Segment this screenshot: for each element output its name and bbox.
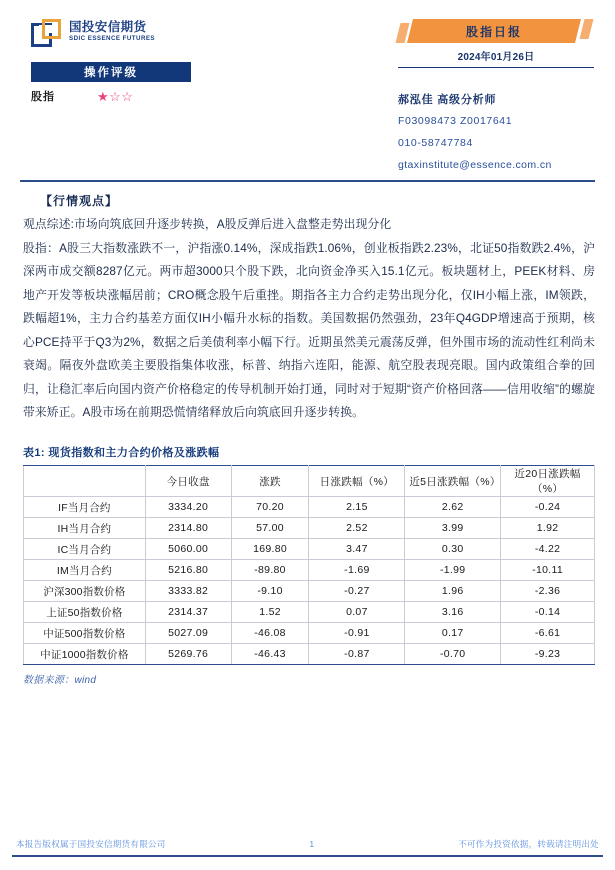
footer-copyright: 本报告版权属于国投安信期货有限公司 [16, 839, 166, 849]
cell-change: 169.80 [231, 539, 309, 560]
cell-pct-20d: -2.36 [501, 581, 595, 602]
table-header-close: 今日收盘 [145, 466, 231, 497]
cell-close: 5027.09 [145, 623, 231, 644]
footer-page-number: 1 [309, 839, 315, 849]
star-rating-icon: ★☆☆ [97, 88, 134, 104]
cell-change: 57.00 [231, 518, 309, 539]
cell-pct-5d: 2.62 [405, 497, 501, 518]
cell-pct-1d: -1.69 [309, 560, 405, 581]
rating-row [31, 88, 133, 104]
index-price-table [23, 465, 595, 665]
cell-pct-20d: -4.22 [501, 539, 595, 560]
cell-pct-5d: -1.99 [405, 560, 501, 581]
cell-pct-20d: 1.92 [501, 518, 595, 539]
footer-disclaimer: 不可作为投资依据，转载请注明出处 [458, 839, 599, 849]
table-row [24, 581, 595, 602]
cell-pct-20d: -0.14 [501, 602, 595, 623]
cell-pct-5d: 0.17 [405, 623, 501, 644]
cell-pct-20d: -9.23 [501, 644, 595, 665]
data-source-note: 数据来源：wind [23, 675, 97, 686]
cell-change: -46.43 [231, 644, 309, 665]
cell-change: -46.08 [231, 623, 309, 644]
cell-pct-5d: -0.70 [405, 644, 501, 665]
cell-pct-5d: 1.96 [405, 581, 501, 602]
cell-pct-1d: 2.15 [309, 497, 405, 518]
cell-change: 70.20 [231, 497, 309, 518]
paragraph-summary: 观点综述:市场向筑底回升逐步转换，A股反弹后进入盘整走势出现分化 [23, 217, 392, 231]
cell-pct-1d: 3.47 [309, 539, 405, 560]
logo-square-shape [42, 19, 61, 39]
cell-close: 2314.37 [145, 602, 231, 623]
row-label: IH当月合约 [24, 518, 146, 539]
company-logo [31, 19, 155, 49]
market-view-text [23, 213, 595, 425]
table-row [24, 602, 595, 623]
page-header [0, 0, 615, 178]
row-label: IF当月合约 [24, 497, 146, 518]
cell-close: 5216.80 [145, 560, 231, 581]
table-row [24, 560, 595, 581]
cell-pct-1d: 2.52 [309, 518, 405, 539]
cell-pct-1d: 0.07 [309, 602, 405, 623]
table-header-change: 涨跌 [231, 466, 309, 497]
cell-change: -89.80 [231, 560, 309, 581]
page-footer [16, 838, 599, 850]
cell-pct-1d: -0.27 [309, 581, 405, 602]
cell-close: 3333.82 [145, 581, 231, 602]
row-label: IC当月合约 [24, 539, 146, 560]
analyst-certificate: F03098473 Z0017641 [398, 115, 513, 127]
cell-pct-5d: 0.30 [405, 539, 501, 560]
operation-rating-banner: 操作评级 [31, 62, 191, 82]
report-date: 2024年01月26日 [398, 48, 594, 68]
rating-item-label: 股指 [31, 91, 55, 103]
table-header-pct-1d: 日涨跌幅（%） [309, 466, 405, 497]
company-name-en: SDIC ESSENCE FUTURES [69, 35, 156, 42]
table-row [24, 539, 595, 560]
header-divider [20, 180, 595, 182]
cell-close: 2314.80 [145, 518, 231, 539]
logo-text [69, 19, 155, 43]
cell-pct-20d: -6.61 [501, 623, 595, 644]
row-label: 中证500指数价格 [24, 623, 146, 644]
row-label: 沪深300指数价格 [24, 581, 146, 602]
analyst-name: 郝泓佳 高级分析师 [398, 94, 497, 106]
cell-pct-20d: -0.24 [501, 497, 595, 518]
banner-right-accent [580, 19, 594, 39]
table-row [24, 644, 595, 665]
cell-change: 1.52 [231, 602, 309, 623]
table-row [24, 623, 595, 644]
table-header-pct-5d: 近5日涨跌幅（%） [405, 466, 501, 497]
table-header-corner [24, 466, 146, 497]
table-row [24, 497, 595, 518]
table-caption: 表1: 现货指数和主力合约价格及涨跌幅 [23, 447, 220, 459]
analyst-phone: 010-58747784 [398, 137, 473, 149]
cell-close: 5269.76 [145, 644, 231, 665]
report-title: 股指日报 [465, 24, 522, 39]
table-header-pct-20d: 近20日涨跌幅（%） [501, 466, 595, 497]
analyst-email: gtaxinstitute@essence.com.cn [398, 159, 552, 171]
cell-pct-1d: -0.87 [309, 644, 405, 665]
paragraph-detail: 股指：A股三大指数涨跌不一，沪指涨0.14%，深成指跌1.06%，创业板指跌2.23%，北证50指数跌2.4%，沪深两市成交额8287亿元。两市超3000只个股下跌，北向资金净买入15.1亿元。板块题材上，PEEK材料、房地产开发等板块涨幅居前；CRO概念股午后重挫。期指各主力合约走势出现分化，仅IH小幅上涨，IM领跌，跌幅超1%，主力合约基差方面仅IH小幅升水标的指数。美国数据仍然强劲，23年Q4GDP增速高于预期，核心PCE持平于Q3为2%，数据之后美债利率小幅下行。近期虽然美元震荡反弹，但外围市场的流动性红利尚未衰竭。隔夜外盘欧美主要股指集体收涨，标普、纳指六连阳，能源、航空股表现亮眼。国内政策组合拳的回归，让稳汇率后向国内资产价格稳定的传导机制开始打通，同时对于短期“资产价格回落——信用收缩”的螺旋带来矫正。A股市场在前期恐慌情绪释放后向筑底回升逐步转换。 [23, 240, 595, 419]
logo-mark-icon [31, 19, 65, 49]
cell-close: 5060.00 [145, 539, 231, 560]
cell-pct-5d: 3.99 [405, 518, 501, 539]
cell-close: 3334.20 [145, 497, 231, 518]
cell-change: -9.10 [231, 581, 309, 602]
row-label: IM当月合约 [24, 560, 146, 581]
row-label: 中证1000指数价格 [24, 644, 146, 665]
table-row [24, 518, 595, 539]
market-view-heading: 【行情观点】 [40, 194, 119, 208]
table-header-row [24, 466, 595, 497]
row-label: 上证50指数价格 [24, 602, 146, 623]
cell-pct-1d: -0.91 [309, 623, 405, 644]
cell-pct-20d: -10.11 [501, 560, 595, 581]
cell-pct-5d: 3.16 [405, 602, 501, 623]
report-title-banner [398, 19, 594, 43]
company-name-cn: 国投安信期货 [69, 20, 147, 34]
footer-divider [12, 855, 603, 857]
